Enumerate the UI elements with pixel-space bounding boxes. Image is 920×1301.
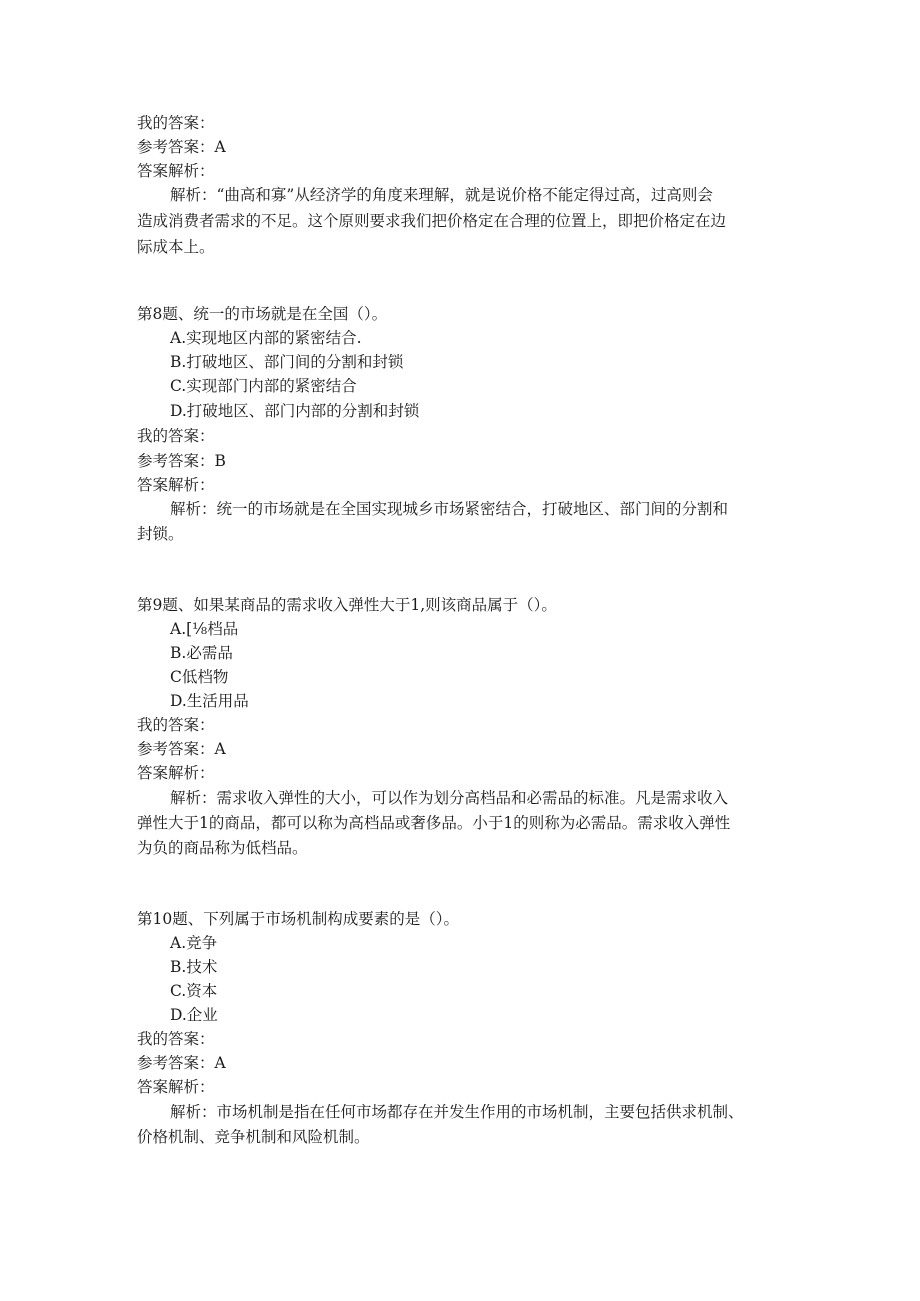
question-8-title: 第8题、统一的市场就是在全国（）。 xyxy=(137,305,388,323)
question-9-option-a: A.[⅛档品 xyxy=(170,620,239,638)
analysis-text-line: 解析：市场机制是指在任何市场都存在并发生作用的市场机制，主要包括供求机制、 xyxy=(170,1103,744,1121)
analysis-text-line: 封锁。 xyxy=(137,525,184,543)
analysis-text-line: 价格机制、竞争机制和风险机制。 xyxy=(137,1128,370,1146)
question-10-option-c: C.资本 xyxy=(170,982,218,1000)
reference-answer: 参考答案：B xyxy=(137,452,226,470)
question-9-option-d: D.生活用品 xyxy=(170,692,249,710)
question-10-option-a: A.竞争 xyxy=(170,934,218,952)
analysis-text-line: 解析：统一的市场就是在全国实现城乡市场紧密结合，打破地区、部门间的分割和 xyxy=(170,500,729,518)
question-10-option-b: B.技术 xyxy=(170,958,218,976)
analysis-label: 答案解析： xyxy=(137,764,215,782)
question-9-option-b: B.必需品 xyxy=(170,644,233,662)
analysis-label: 答案解析： xyxy=(137,476,215,494)
my-answer-label: 我的答案： xyxy=(137,114,215,132)
question-10-option-d: D.企业 xyxy=(170,1006,218,1024)
analysis-text-line: 为负的商品称为低档品。 xyxy=(137,839,308,857)
analysis-text-line: 解析：“曲高和寡”从经济学的角度来理解，就是说价格不能定得过高，过高则会 xyxy=(170,186,713,204)
question-8-option-c: C.实现部门内部的紧密结合 xyxy=(170,377,357,395)
reference-answer: 参考答案：A xyxy=(137,740,226,758)
my-answer-label: 我的答案： xyxy=(137,427,215,445)
my-answer-label: 我的答案： xyxy=(137,1030,215,1048)
question-9-title: 第9题、如果某商品的需求收入弹性大于1,则该商品属于（）。 xyxy=(137,596,557,614)
my-answer-label: 我的答案： xyxy=(137,716,215,734)
analysis-label: 答案解析： xyxy=(137,162,215,180)
question-8-option-d: D.打破地区、部门内部的分割和封锁 xyxy=(170,402,420,420)
question-10-title: 第10题、下列属于市场机制构成要素的是（）。 xyxy=(137,910,459,928)
question-9-option-c: C低档物 xyxy=(170,668,229,686)
analysis-label: 答案解析： xyxy=(137,1078,215,1096)
question-8-option-b: B.打破地区、部门间的分割和封锁 xyxy=(170,353,404,371)
question-8-option-a: A.实现地区内部的紧密结合. xyxy=(170,329,362,347)
analysis-text-line: 造成消费者需求的不足。这个原则要求我们把价格定在合理的位置上，即把价格定在边 xyxy=(137,212,727,230)
analysis-text-line: 解析：需求收入弹性的大小，可以作为划分高档品和必需品的标准。凡是需求收入 xyxy=(170,789,729,807)
reference-answer: 参考答案：A xyxy=(137,1054,226,1072)
analysis-text-line: 弹性大于1的商品，都可以称为高档品或奢侈品。小于1的则称为必需品。需求收入弹性 xyxy=(137,814,731,832)
analysis-text-line: 际成本上。 xyxy=(137,238,215,256)
reference-answer: 参考答案：A xyxy=(137,138,226,156)
